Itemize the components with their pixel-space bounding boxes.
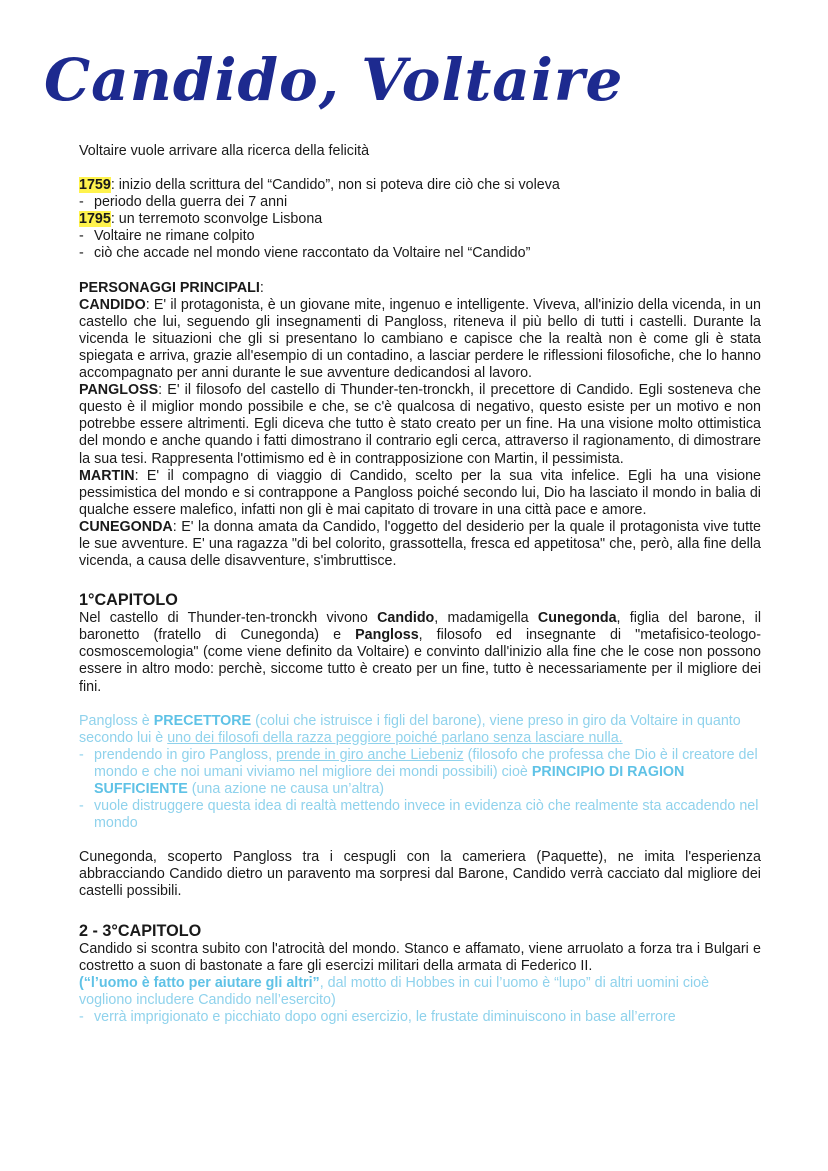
chapter-1-notes (79, 713, 761, 833)
list-item: - vuole distruggere questa idea di realtà mettendo invece in evidenza ciò che realmente sta accadendo nel mondo (79, 798, 759, 832)
chapter-1-paragraph-2: Cunegonda, scoperto Pangloss tra i cespugli con la cameriera (Paquette), ne imita l'esperienza abbracciando Candido dietro un paravento ma sorpresi dal Barone, Candido verrà cacciato dal migliore dei castelli possibili. (79, 849, 761, 900)
list-item: - Voltaire ne rimane colpito (79, 228, 761, 245)
chapter-2-3-notes (79, 975, 761, 1026)
timeline-text: : inizio della scrittura del “Candido”, non si poteva dire ciò che si voleva (110, 177, 560, 194)
character-description: : E' il filosofo del castello di Thunder-ten-tronckh, il precettore di Candido. Egli sosteneva che questo è il miglior mondo possibile e che, se c'è qualcosa di negativo, questo esiste per un motivo e non potrebbe essere altrimenti. Egli diceva che tutto è stato creato per un fine. Ha una visione molto ottimistica del mondo e anche quando i fatti dimostrano il contrario egli cerca, attraverso il ragionamento, di dimostrare la sua tesi. Rappresenta l'ottimismo ed è in contrapposizione con Martin, il pessimista. (79, 382, 761, 467)
list-item: - verrà imprigionato e picchiato dopo ogni esercizio, le frustate diminuiscono in base all’errore (79, 1008, 676, 1025)
chapter-2-3-paragraph: Candido si scontra subito con l'atrocità del mondo. Stanco e affamato, viene arruolato a forza tra i Bulgari e costretto a suon di bastonate a fare gli esercizi militari della armata di Federico II. (79, 940, 761, 974)
character-name: PANGLOSS (79, 382, 159, 399)
list-item-text: ciò che accade nel mondo viene raccontato da Voltaire nel “Candido” (94, 245, 531, 262)
chapter-2-3-heading: 2 - 3°CAPITOLO (79, 921, 202, 940)
page-title: Candido, Voltaire (44, 46, 624, 114)
character-pangloss (79, 382, 761, 467)
section-heading: PERSONAGGI PRINCIPALI (79, 279, 260, 296)
note-paragraph: (“l’uomo è fatto per aiutare gli altri”, dal motto di Hobbes in cui l’uomo è “lupo” di altri uomini cioè vogliono includere Candido nell’esercito) (79, 974, 710, 1008)
character-name: CANDIDO (79, 296, 146, 313)
intro-text: Voltaire vuole arrivare alla ricerca della felicità (79, 143, 370, 159)
list-item: - ciò che accade nel mondo viene raccontato da Voltaire nel “Candido” (79, 245, 761, 262)
character-name: MARTIN (79, 467, 135, 484)
timeline-1759 (79, 177, 761, 194)
character-description: : E' il protagonista, è un giovane mite, ingenuo e intelligente. Viveva, all'inizio della vicenda, in un castello che lui, seguendo gli insegnamenti di Pangloss, riteneva il più bello di tutti i castelli. Durante la vicenda le situazioni che gli si presentano lo cambiano e capisce che la realtà non è come gli è stata spiegata e arriva, grazie all'esempio di un contadino, a lasciar perdere le riflessioni filosofiche, che lo hanno accompagnato per anni durante le sue avventure dedicandosi al lavoro. (79, 296, 761, 382)
character-name: CUNEGONDA (79, 518, 173, 535)
chapter-1-heading: 1°CAPITOLO (79, 591, 178, 610)
character-martin (79, 468, 761, 519)
list-item-text: periodo della guerra dei 7 anni (94, 194, 288, 211)
character-description: : E' il compagno di viaggio di Candido, scelto per la sua vita infelice. Egli ha una visione pessimistica del mondo e si contrappone a Pangloss poiché secondo lui, Dio ha lasciato il mondo in balia di qualche essere malefico, infatti non gli è mai capitato di trovare in una città pace e amore. (79, 467, 761, 518)
timeline-text: : un terremoto sconvolge Lisbona (110, 211, 323, 228)
document-body (79, 143, 761, 1026)
list-item: - periodo della guerra dei 7 anni (79, 194, 761, 211)
list-item: - prendendo in giro Pangloss, prende in giro anche Liebeniz (filosofo che professa che Dio è il creatore del mondo e che noi umani viviamo nel migliore dei mondi possibili) cioè PRINCIPIO DI RAGION SUFFICIENTE (una azione ne causa un’altra) (79, 746, 758, 797)
character-candido (79, 297, 761, 382)
note-paragraph: Pangloss è PRECETTORE (colui che istruisce i figli del barone), viene preso in giro da Voltaire in quanto secondo lui è uno dei filosofi della razza peggiore poiché parlano senza lasciare nulla. (79, 712, 741, 746)
chapter-1-paragraph: Nel castello di Thunder-ten-tronckh vivono Candido, madamigella Cunegonda, figlia del barone, il baronetto (fratello di Cunegonda) e Pangloss, filosofo ed insegnante di "metafisico-teologo-cosmoscemologia" (come viene definito da Voltaire) e convinto dall'inizio alla fine che le cose non possono essere in altro modo: perchè, siccome tutto è creato per un fine, tutto è necessariamente per il migliore dei fini. (79, 610, 761, 695)
character-cunegonda (79, 519, 761, 570)
year-highlight: 1759 (79, 177, 111, 194)
characters-heading: PERSONAGGI PRINCIPALI: (79, 279, 264, 296)
list-item-text: Voltaire ne rimane colpito (94, 228, 255, 245)
year-highlight: 1795 (79, 211, 111, 228)
character-description: : E' la donna amata da Candido, l'oggetto del desiderio per la quale il protagonista vive tutte le sue avventure. E' una ragazza "di bel colorito, grassottella, fresca ed appetitosa" che, però, alla fine della vicenda, a causa delle disavventure, s'imbruttisce. (79, 518, 761, 570)
timeline-1795 (79, 211, 761, 228)
